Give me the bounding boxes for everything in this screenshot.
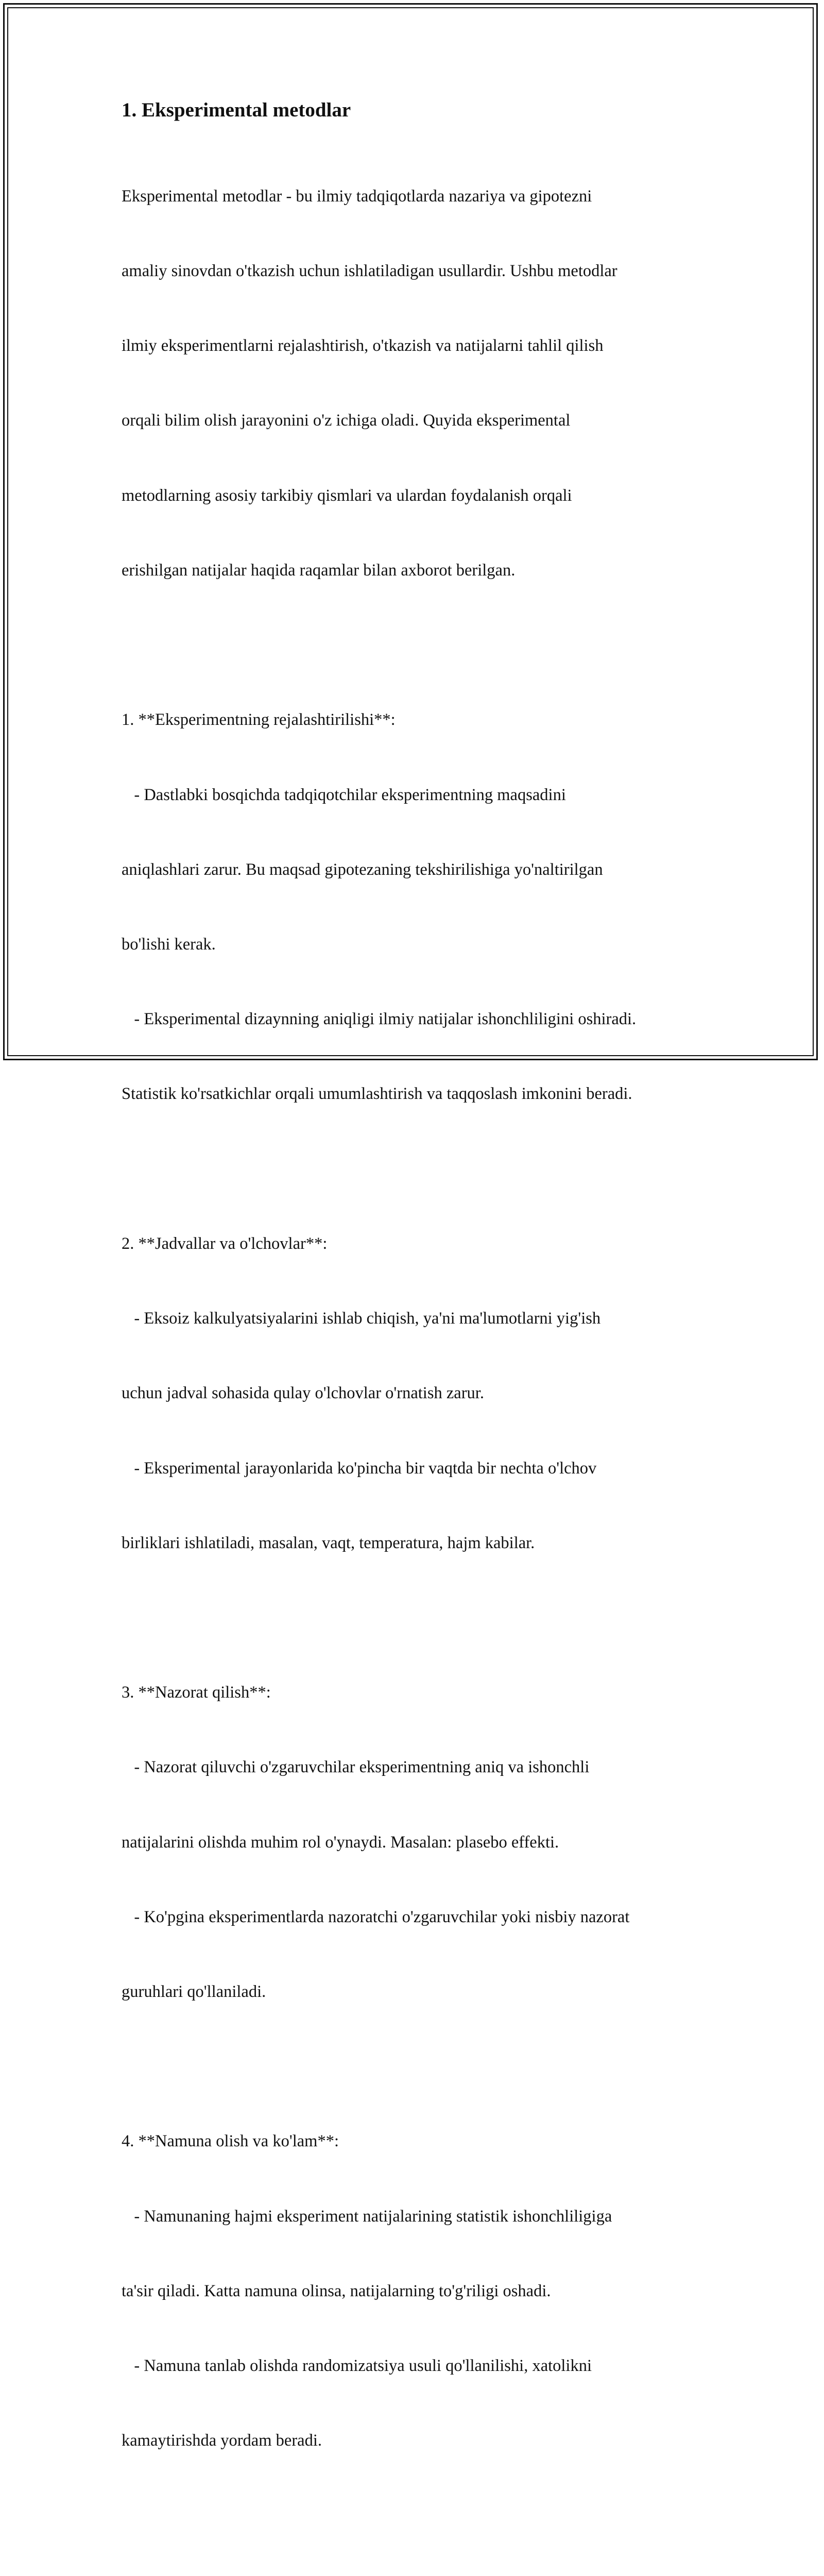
text-line: orqali bilim olish jarayonini o'z ichiga oladi. Quyida eksperimental — [122, 411, 571, 430]
intro-paragraph — [122, 134, 729, 633]
text-line: - Eksperimental dizaynning aniqligi ilmiy natijalar ishonchliligini oshiradi. — [122, 1010, 637, 1029]
list-section-tables — [122, 1181, 729, 1605]
list-item-title: 2. **Jadvallar va o'lchovlar**: — [122, 1234, 328, 1253]
text-line: guruhlari qo'llaniladi. — [122, 1982, 266, 2002]
text-line: ilmiy eksperimentlarni rejalashtirish, o'tkazish va natijalarni tahlil qilish — [122, 336, 604, 355]
text-line: metodlarning asosiy tarkibiy qismlari va ulardan foydalanish orqali — [122, 486, 572, 505]
text-line: amaliy sinovdan o'tkazish uchun ishlatiladigan usullardir. Ushbu metodlar — [122, 262, 617, 281]
text-line: natijalarini olishda muhim rol o'ynaydi. Masalan: plasebo effekti. — [122, 1833, 559, 1852]
text-line: - Namuna tanlab olishda randomizatsiya usuli qo'llanilishi, xatolikni — [122, 2357, 592, 2376]
text-line: - Nazorat qiluvchi o'zgaruvchilar eksperimentning aniq va ishonchli — [122, 1758, 590, 1777]
text-line: Eksperimental metodlar - bu ilmiy tadqiqotlarda nazariya va gipotezni — [122, 187, 592, 206]
text-line: birliklari ishlatiladi, masalan, vaqt, temperatura, hajm kabilar. — [122, 1533, 535, 1552]
text-line: aniqlashlari zarur. Bu maqsad gipotezaning tekshirilishiga yo'naltirilgan — [122, 860, 603, 879]
list-item-title: 3. **Nazorat qilish**: — [122, 1683, 271, 1702]
text-line: - Dastlabki bosqichda tadqiqotchilar eksperimentning maqsadini — [122, 785, 566, 804]
list-section-sampling — [122, 2079, 729, 2503]
text-line: - Eksperimental jarayonlarida ko'pincha bir vaqtda bir nechta o'lchov — [122, 1459, 597, 1478]
list-section-control — [122, 1630, 729, 2054]
list-section-planning — [122, 658, 729, 1157]
list-item-title: 1. **Eksperimentning rejalashtirilishi**: — [122, 710, 396, 730]
list-item-title: 4. **Namuna olish va ko'lam**: — [122, 2132, 339, 2151]
list-section-variables — [122, 2528, 729, 2576]
text-line: uchun jadval sohasida qulay o'lchovlar o'rnatish zarur. — [122, 1384, 484, 1403]
text-line: ta'sir qiladi. Katta namuna olinsa, natijalarning to'g'riligi oshadi. — [122, 2281, 551, 2300]
text-line: - Ko'pgina eksperimentlarda nazoratchi o'zgaruvchilar yoki nisbiy nazorat — [122, 1907, 630, 1926]
text-line: kamaytirishda yordam beradi. — [122, 2431, 322, 2450]
text-line: Statistik ko'rsatkichlar orqali umumlashtirish va taqqoslash imkonini beradi. — [122, 1084, 632, 1104]
section-heading: 1. Eksperimental metodlar — [122, 99, 351, 121]
text-line: bo'lishi kerak. — [122, 935, 216, 954]
text-line: - Eksoiz kalkulyatsiyalarini ishlab chiqish, ya'ni ma'lumotlarni yig'ish — [122, 1309, 601, 1328]
text-line: erishilgan natijalar haqida raqamlar bilan axborot berilgan. — [122, 561, 516, 580]
text-line: - Namunaning hajmi eksperiment natijalarining statistik ishonchliligiga — [122, 2207, 612, 2226]
document-body — [122, 96, 729, 2576]
